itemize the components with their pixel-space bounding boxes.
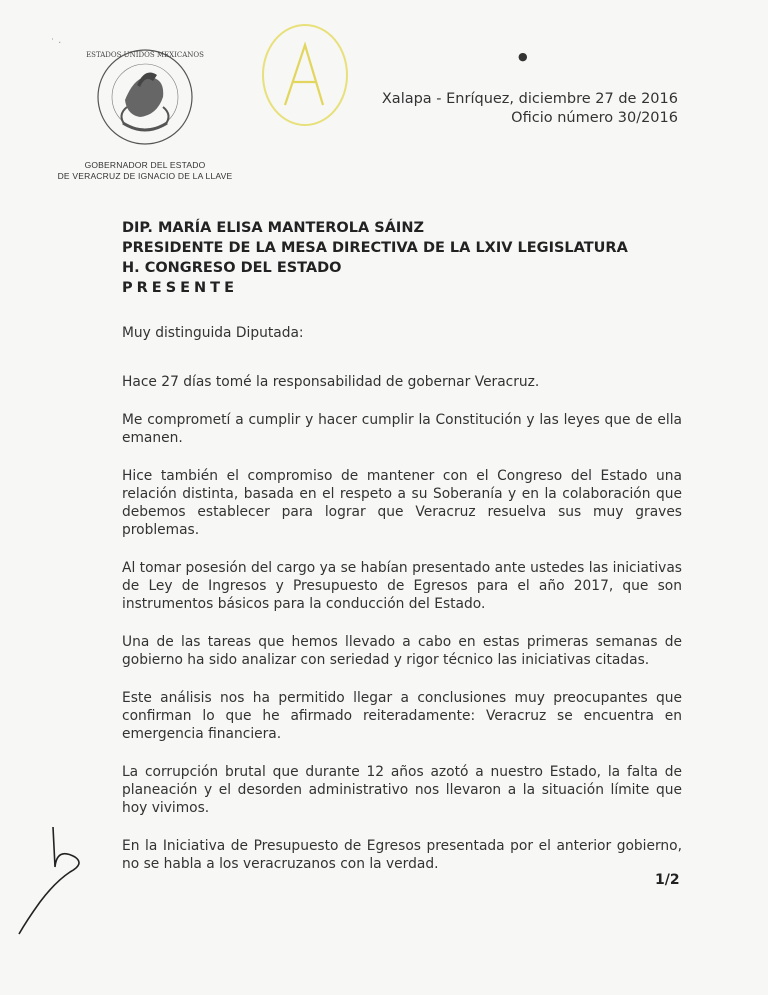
- scan-mark: ˙ ·: [50, 38, 62, 49]
- handwritten-a-annotation: [255, 20, 355, 135]
- scan-dot: ●: [518, 50, 528, 63]
- page-number: 1/2: [655, 872, 680, 888]
- greeting: Muy distinguida Diputada:: [122, 325, 304, 341]
- paragraph: La corrupción brutal que durante 12 años azotó a nuestro Estado, la falta de planeación y el desorden administrativo nos llevaron a la situación límite que hoy vivimos.: [122, 764, 682, 816]
- mexican-coat-of-arms-seal: [86, 45, 204, 155]
- recipient-position: PRESIDENTE DE LA MESA DIRECTIVA DE LA LXIV LEGISLATURA: [122, 240, 628, 256]
- date-block: [382, 90, 678, 128]
- paragraph: En la Iniciativa de Presupuesto de Egresos presentada por el anterior gobierno, no se habla a los veracruzanos con la verdad.: [122, 838, 682, 872]
- recipient-presente: PRESENTE: [122, 280, 238, 296]
- paragraph: Hice también el compromiso de mantener con el Congreso del Estado una relación distinta, basada en el respeto a su Soberanía y en la colaboración que debemos establecer para lograr que Veracruz resuelva sus muy graves problemas.: [122, 468, 682, 538]
- seal-ring-text: ESTADOS UNIDOS MEXICANOS: [86, 51, 204, 59]
- recipient-institution: H. CONGRESO DEL ESTADO: [122, 260, 342, 276]
- paragraph: Me comprometí a cumplir y hacer cumplir la Constitución y las leyes que de ella emanen.: [122, 412, 682, 446]
- place-date: Xalapa - Enríquez, diciembre 27 de 2016: [381, 91, 678, 107]
- recipient-name: DIP. MARÍA ELISA MANTEROLA SÁINZ: [122, 220, 424, 236]
- seal-caption-line2: DE VERACRUZ DE IGNACIO DE LA LLAVE: [57, 171, 233, 181]
- handwritten-signature: [15, 822, 95, 937]
- recipient-block: [122, 218, 628, 298]
- seal-caption-line1: GOBERNADOR DEL ESTADO: [84, 160, 206, 170]
- seal-caption: [40, 160, 250, 182]
- oficio-number: Oficio número 30/2016: [511, 110, 678, 126]
- paragraph: Este análisis nos ha permitido llegar a conclusiones muy preocupantes que confirman lo que he afirmado reiteradamente: Veracruz se encuentra en emergencia financiera.: [122, 690, 682, 742]
- paragraph: Hace 27 días tomé la responsabilidad de gobernar Veracruz.: [122, 374, 540, 390]
- letter-body: [122, 324, 682, 893]
- paragraph: Una de las tareas que hemos llevado a cabo en estas primeras semanas de gobierno ha sido analizar con seriedad y rigor técnico las iniciativas citadas.: [122, 634, 682, 668]
- paragraph: Al tomar posesión del cargo ya se habían presentado ante ustedes las iniciativas de Ley de Ingresos y Presupuesto de Egresos para el año 2017, que son instrumentos básicos para la conducción del Estado.: [122, 560, 682, 612]
